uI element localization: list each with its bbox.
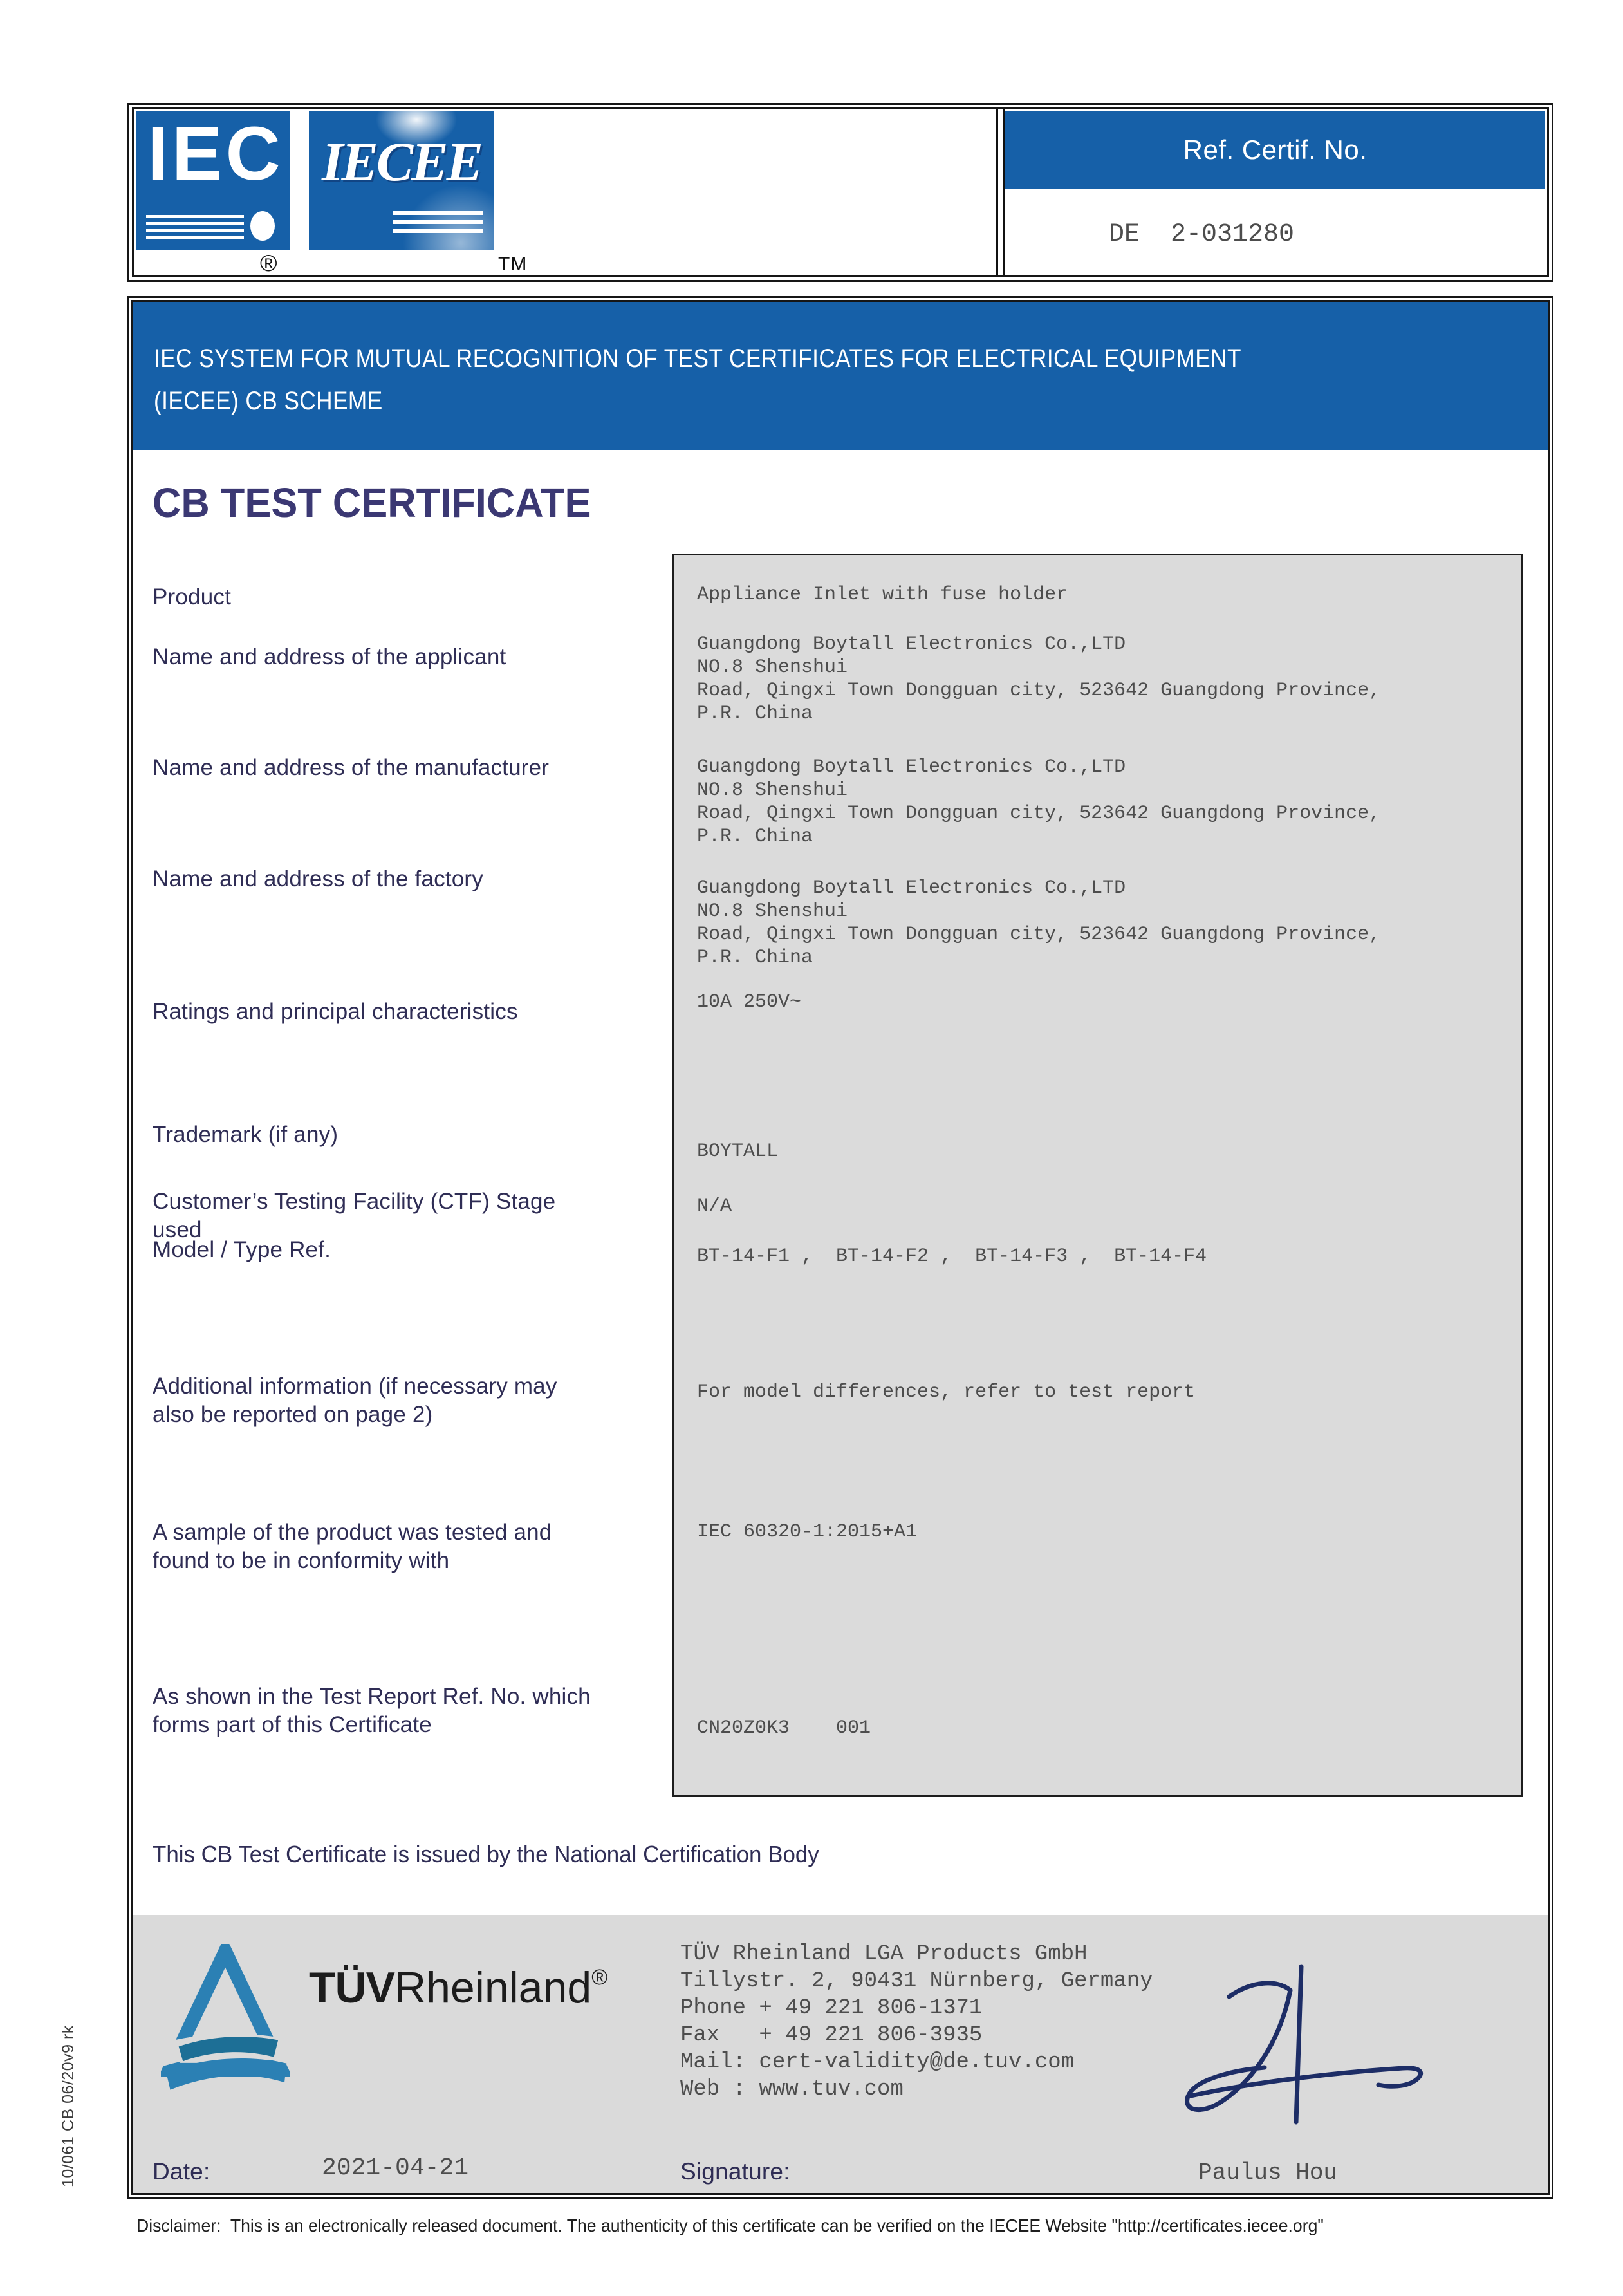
- tm-symbol: TM: [498, 254, 528, 275]
- field-label-ctf: Customer’s Testing Facility (CTF) Stage used: [153, 1189, 556, 1242]
- issuance-statement: This CB Test Certificate is issued by the National Certification Body: [153, 1841, 819, 1867]
- field-label-ratings: Ratings and principal characteristics: [153, 999, 518, 1024]
- field-value-trademark: BOYTALL: [697, 1141, 779, 1162]
- iecee-logo-bars-icon: [393, 206, 483, 233]
- tuv-brand-regular: Rheinland: [394, 1963, 592, 2012]
- ref-certif-header: [1005, 111, 1545, 189]
- header-divider: [996, 109, 1005, 275]
- field-value-model: BT-14-F1 , BT-14-F2 , BT-14-F3 , BT-14-F4: [697, 1246, 1207, 1267]
- address-line: Guangdong Boytall Electronics Co.,LTD: [697, 756, 1126, 778]
- field-value-product: Appliance Inlet with fuse holder: [697, 584, 1068, 606]
- field-label-manufacturer: Name and address of the manufacturer: [153, 755, 550, 780]
- ref-certif-number: DE 2-031280: [1109, 220, 1295, 249]
- document-form-code: 10/061 CB 06/20v9 rk: [59, 2025, 77, 2187]
- scheme-banner-line2: (IECEE) CB SCHEME: [154, 387, 383, 415]
- tuv-brand-reg-mark: ®: [591, 1965, 608, 1990]
- field-value-factory: [697, 877, 1380, 969]
- scheme-banner-line1: IEC SYSTEM FOR MUTUAL RECOGNITION OF TEST CERTIFICATES FOR ELECTRICAL EQUIPMENT: [154, 344, 1241, 373]
- ncb-contact-line: Tillystr. 2, 90431 Nürnberg, Germany: [680, 1969, 1153, 1993]
- address-line: Road, Qingxi Town Dongguan city, 523642 Guangdong Province,: [697, 803, 1381, 825]
- field-value-test-report: CN20Z0K3 001: [697, 1717, 871, 1739]
- header-box: [127, 103, 1553, 282]
- address-line: NO.8 Shenshui: [697, 901, 848, 922]
- address-line: Road, Qingxi Town Dongguan city, 523642 Guangdong Province,: [697, 924, 1381, 946]
- tuv-brand-bold: TÜV: [309, 1963, 394, 2012]
- address-line: NO.8 Shenshui: [697, 657, 848, 678]
- field-label-product: Product: [153, 584, 232, 610]
- ncb-contact-line: TÜV Rheinland LGA Products GmbH: [680, 1942, 1088, 1966]
- ncb-contact-line: Phone + 49 221 806-1371: [680, 1996, 983, 2021]
- ref-certif-label: Ref. Certif. No.: [1183, 135, 1368, 165]
- field-label-test-report: As shown in the Test Report Ref. No. which forms part of this Certificate: [153, 1684, 591, 1737]
- ncb-footer-band: [133, 1915, 1548, 2193]
- field-label-applicant: Name and address of the applicant: [153, 644, 506, 669]
- tuv-rheinland-wordmark: [309, 1963, 607, 2013]
- address-line: P.R. China: [697, 703, 813, 725]
- signature-label: Signature:: [680, 2158, 790, 2185]
- field-value-conformity: IEC 60320-1:2015+A1: [697, 1521, 918, 1543]
- ncb-contact-line: Fax + 49 221 806-3935: [680, 2023, 983, 2048]
- iecee-logo-text: IECEE: [322, 131, 481, 192]
- field-value-manufacturer: [697, 756, 1380, 848]
- iec-logo-dot-icon: [250, 211, 275, 241]
- address-line: P.R. China: [697, 826, 813, 848]
- field-label-trademark: Trademark (if any): [153, 1122, 339, 1147]
- certificate-body: [127, 296, 1553, 2199]
- page-title: CB TEST CERTIFICATE: [153, 480, 591, 526]
- address-line: Road, Qingxi Town Dongguan city, 523642 Guangdong Province,: [697, 680, 1381, 702]
- scheme-banner: [133, 302, 1548, 450]
- field-value-applicant: [697, 633, 1380, 725]
- field-label-additional-info: Additional information (if necessary may also be reported on page 2): [153, 1374, 557, 1427]
- field-value-additional-info: For model differences, refer to test report: [697, 1381, 1196, 1403]
- iec-logo-text: IEC: [147, 111, 284, 196]
- ncb-contact-block: [680, 1941, 1153, 2103]
- address-line: NO.8 Shenshui: [697, 779, 848, 801]
- field-value-ctf: N/A: [697, 1195, 732, 1217]
- iec-logo-bars-icon: [146, 211, 244, 239]
- address-line: P.R. China: [697, 947, 813, 969]
- disclaimer-text: Disclaimer: This is an electronically released document. The authenticity of this certificate can be verified on the IECEE Website "http://certificates.iecee.org": [136, 2216, 1324, 2235]
- ncb-contact-line: Mail: cert-validity@de.tuv.com: [680, 2050, 1075, 2075]
- field-value-ratings: 10A 250V~: [697, 991, 802, 1013]
- tuv-rheinland-triangle-icon: [161, 1944, 290, 2092]
- field-label-factory: Name and address of the factory: [153, 866, 483, 891]
- address-line: Guangdong Boytall Electronics Co.,LTD: [697, 877, 1126, 899]
- values-panel: [672, 554, 1523, 1797]
- handwritten-signature: [1133, 1961, 1435, 2135]
- ncb-contact-line: Web : www.tuv.com: [680, 2077, 904, 2102]
- address-line: Guangdong Boytall Electronics Co.,LTD: [697, 633, 1126, 655]
- iec-logo: [136, 111, 290, 250]
- iecee-logo: [309, 111, 494, 250]
- field-label-conformity: A sample of the product was tested and found to be in conformity with: [153, 1520, 552, 1573]
- date-value: 2021-04-21: [322, 2154, 469, 2182]
- signatory-name: Paulus Hou: [1198, 2160, 1338, 2186]
- field-label-model: Model / Type Ref.: [153, 1237, 331, 1262]
- date-label: Date:: [153, 2158, 210, 2185]
- registered-trademark-symbol: ®: [260, 250, 277, 276]
